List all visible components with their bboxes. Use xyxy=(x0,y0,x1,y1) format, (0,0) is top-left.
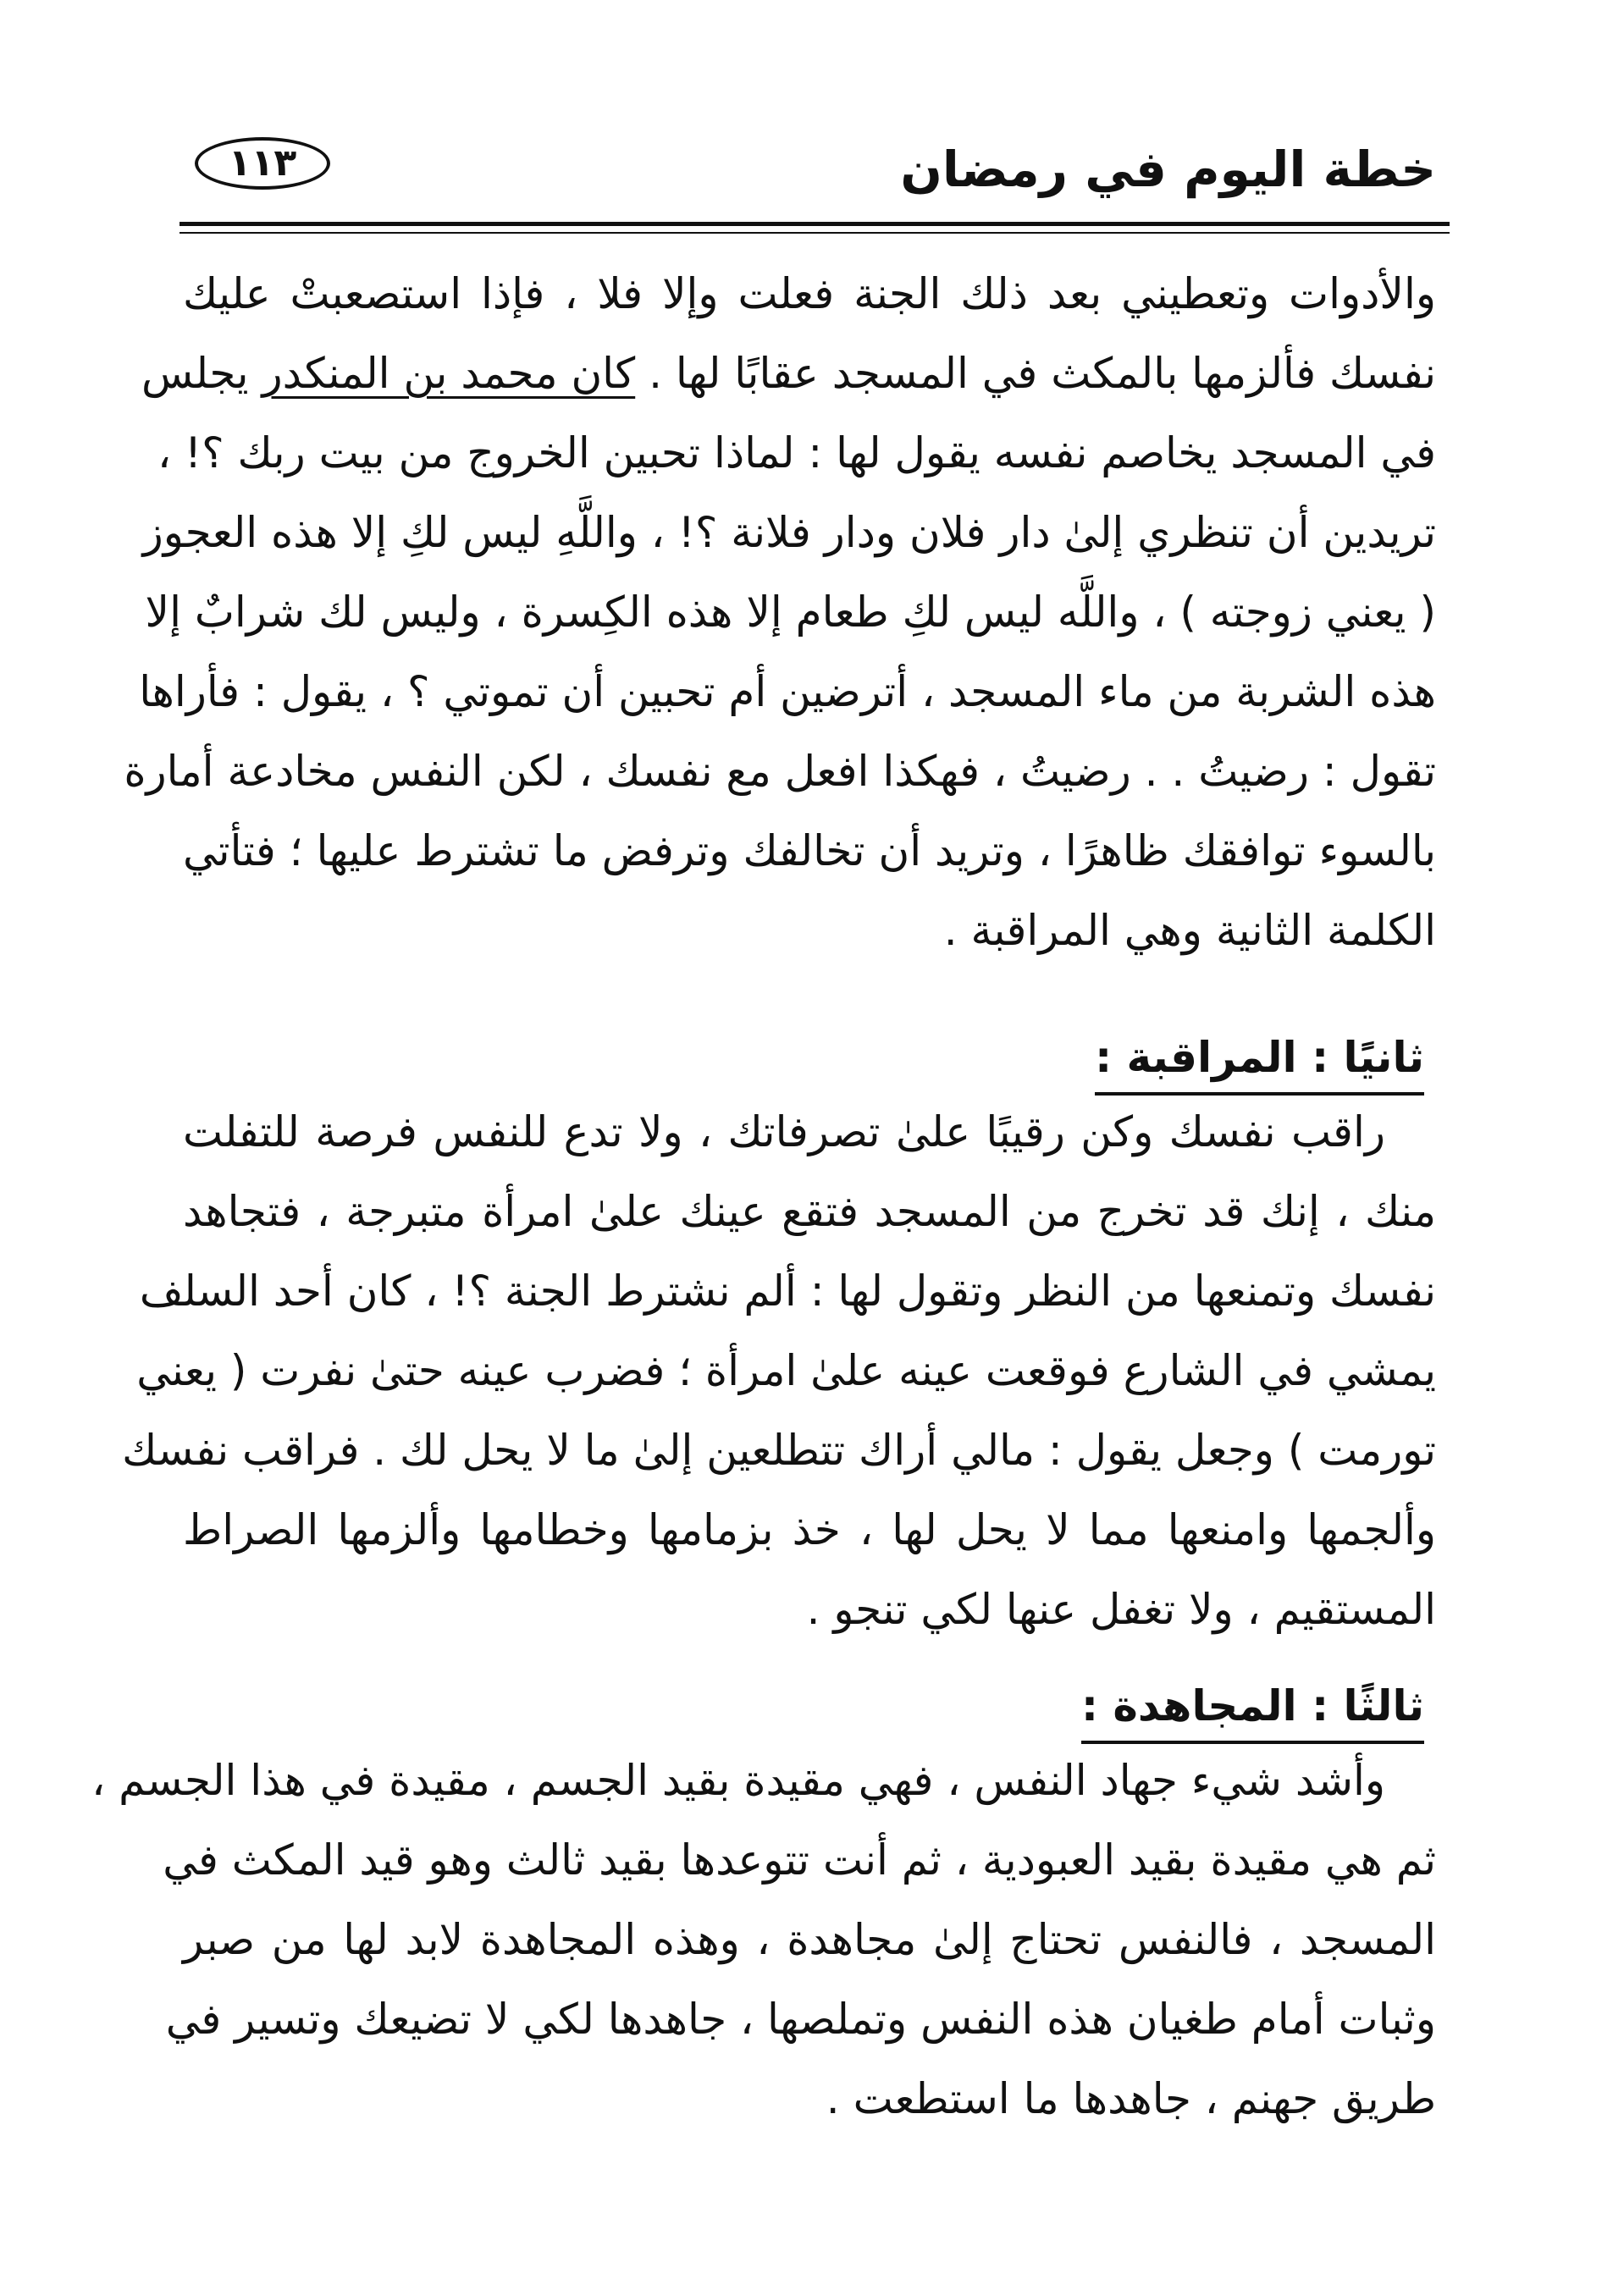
header-rule-thick xyxy=(180,222,1450,226)
text-line: المسجد ، فالنفس تحتاج إلىٰ مجاهدة ، وهذه المجاهدة لابد لها من صبر xyxy=(183,1915,1436,1964)
text-line: في المسجد يخاصم نفسه يقول لها : لماذا تحبين الخروج من بيت ربك ؟! ، xyxy=(157,428,1436,477)
text-line: راقب نفسك وكن رقيبًا علىٰ تصرفاتك ، ولا تدع للنفس فرصة للتفلت xyxy=(183,1107,1385,1156)
text-line: تورمت ) وجعل يقول : مالي أراك تتطلعين إلىٰ ما لا يحل لك . فراقب نفسك xyxy=(122,1426,1436,1475)
text-segment: نفسك فألزمها بالمكث في المسجد عقابًا لها . xyxy=(649,349,1436,398)
underlined-name: كان محمد بن المنكدر xyxy=(262,349,636,398)
paragraph-1 xyxy=(124,254,1436,970)
header-rule-thin xyxy=(180,232,1450,234)
page-number-oval xyxy=(195,137,330,190)
text-segment: يجلس xyxy=(141,349,249,398)
text-line: الكلمة الثانية وهي المراقبة . xyxy=(943,906,1436,955)
text-line: وألجمها وامنعها مما لا يحل لها ، خذ بزمامها وخطامها وألزمها الصراط xyxy=(183,1505,1436,1554)
text-line: هذه الشربة من ماء المسجد ، أترضين أم تحبين أن تموتي ؟ ، يقول : فأراها xyxy=(139,667,1436,716)
text-line: والأدوات وتعطيني بعد ذلك الجنة فعلت وإلا فلا ، فإذا استصعبتْ عليك xyxy=(183,269,1436,318)
text-line: تقول : رضيتُ . . رضيتُ ، فهكذا افعل مع نفسك ، لكن النفس مخادعة أمارة xyxy=(124,747,1436,796)
paragraph-2 xyxy=(122,1092,1436,1649)
section-heading-mujahada: ثالثًا : المجاهدة : xyxy=(1081,1676,1424,1744)
text-line: طريق جهنم ، جاهدها ما استطعت . xyxy=(826,2074,1436,2123)
text-line: منك ، إنك قد تخرج من المسجد فتقع عينك علىٰ امرأة متبرجة ، فتجاهد xyxy=(183,1187,1436,1236)
page-number: ١١٣ xyxy=(228,141,297,185)
text-line: يمشي في الشارع فوقعت عينه علىٰ امرأة ؛ فضرب عينه حتىٰ نفرت ( يعني xyxy=(136,1346,1436,1395)
running-header-title: خطة اليوم في رمضان xyxy=(900,141,1436,198)
text-line: ( يعني زوجته ) ، واللَّه ليس لكِ طعام إلا هذه الكِسرة ، وليس لك شرابٌ إلا xyxy=(145,588,1436,637)
text-line: وأشد شيء جهاد النفس ، فهي مقيدة بقيد الجسم ، مقيدة في هذا الجسم ، xyxy=(91,1756,1385,1805)
text-line: وثبات أمام طغيان هذه النفس وتملصها ، جاهدها لكي لا تضيعك وتسير في xyxy=(165,1995,1436,2044)
text-line xyxy=(141,334,1436,413)
text-line: نفسك وتمنعها من النظر وتقول لها : ألم نشترط الجنة ؟! ، كان أحد السلف xyxy=(139,1267,1436,1316)
text-line: تريدين أن تنظري إلىٰ دار فلان ودار فلانة ؟! ، واللَّهِ ليس لكِ إلا هذه العجوز xyxy=(142,508,1436,557)
section-heading-muraqaba: ثانيًا : المراقبة : xyxy=(1095,1028,1424,1096)
text-line: بالسوء توافقك ظاهرًا ، وتريد أن تخالفك وترفض ما تشترط عليها ؛ فتأتي xyxy=(183,826,1436,875)
paragraph-3 xyxy=(91,1741,1436,2139)
text-line: ثم هي مقيدة بقيد العبودية ، ثم أنت تتوعدها بقيد ثالث وهو قيد المكث في xyxy=(163,1835,1436,1885)
text-line: المستقيم ، ولا تغفل عنها لكي تنجو . xyxy=(806,1585,1436,1634)
